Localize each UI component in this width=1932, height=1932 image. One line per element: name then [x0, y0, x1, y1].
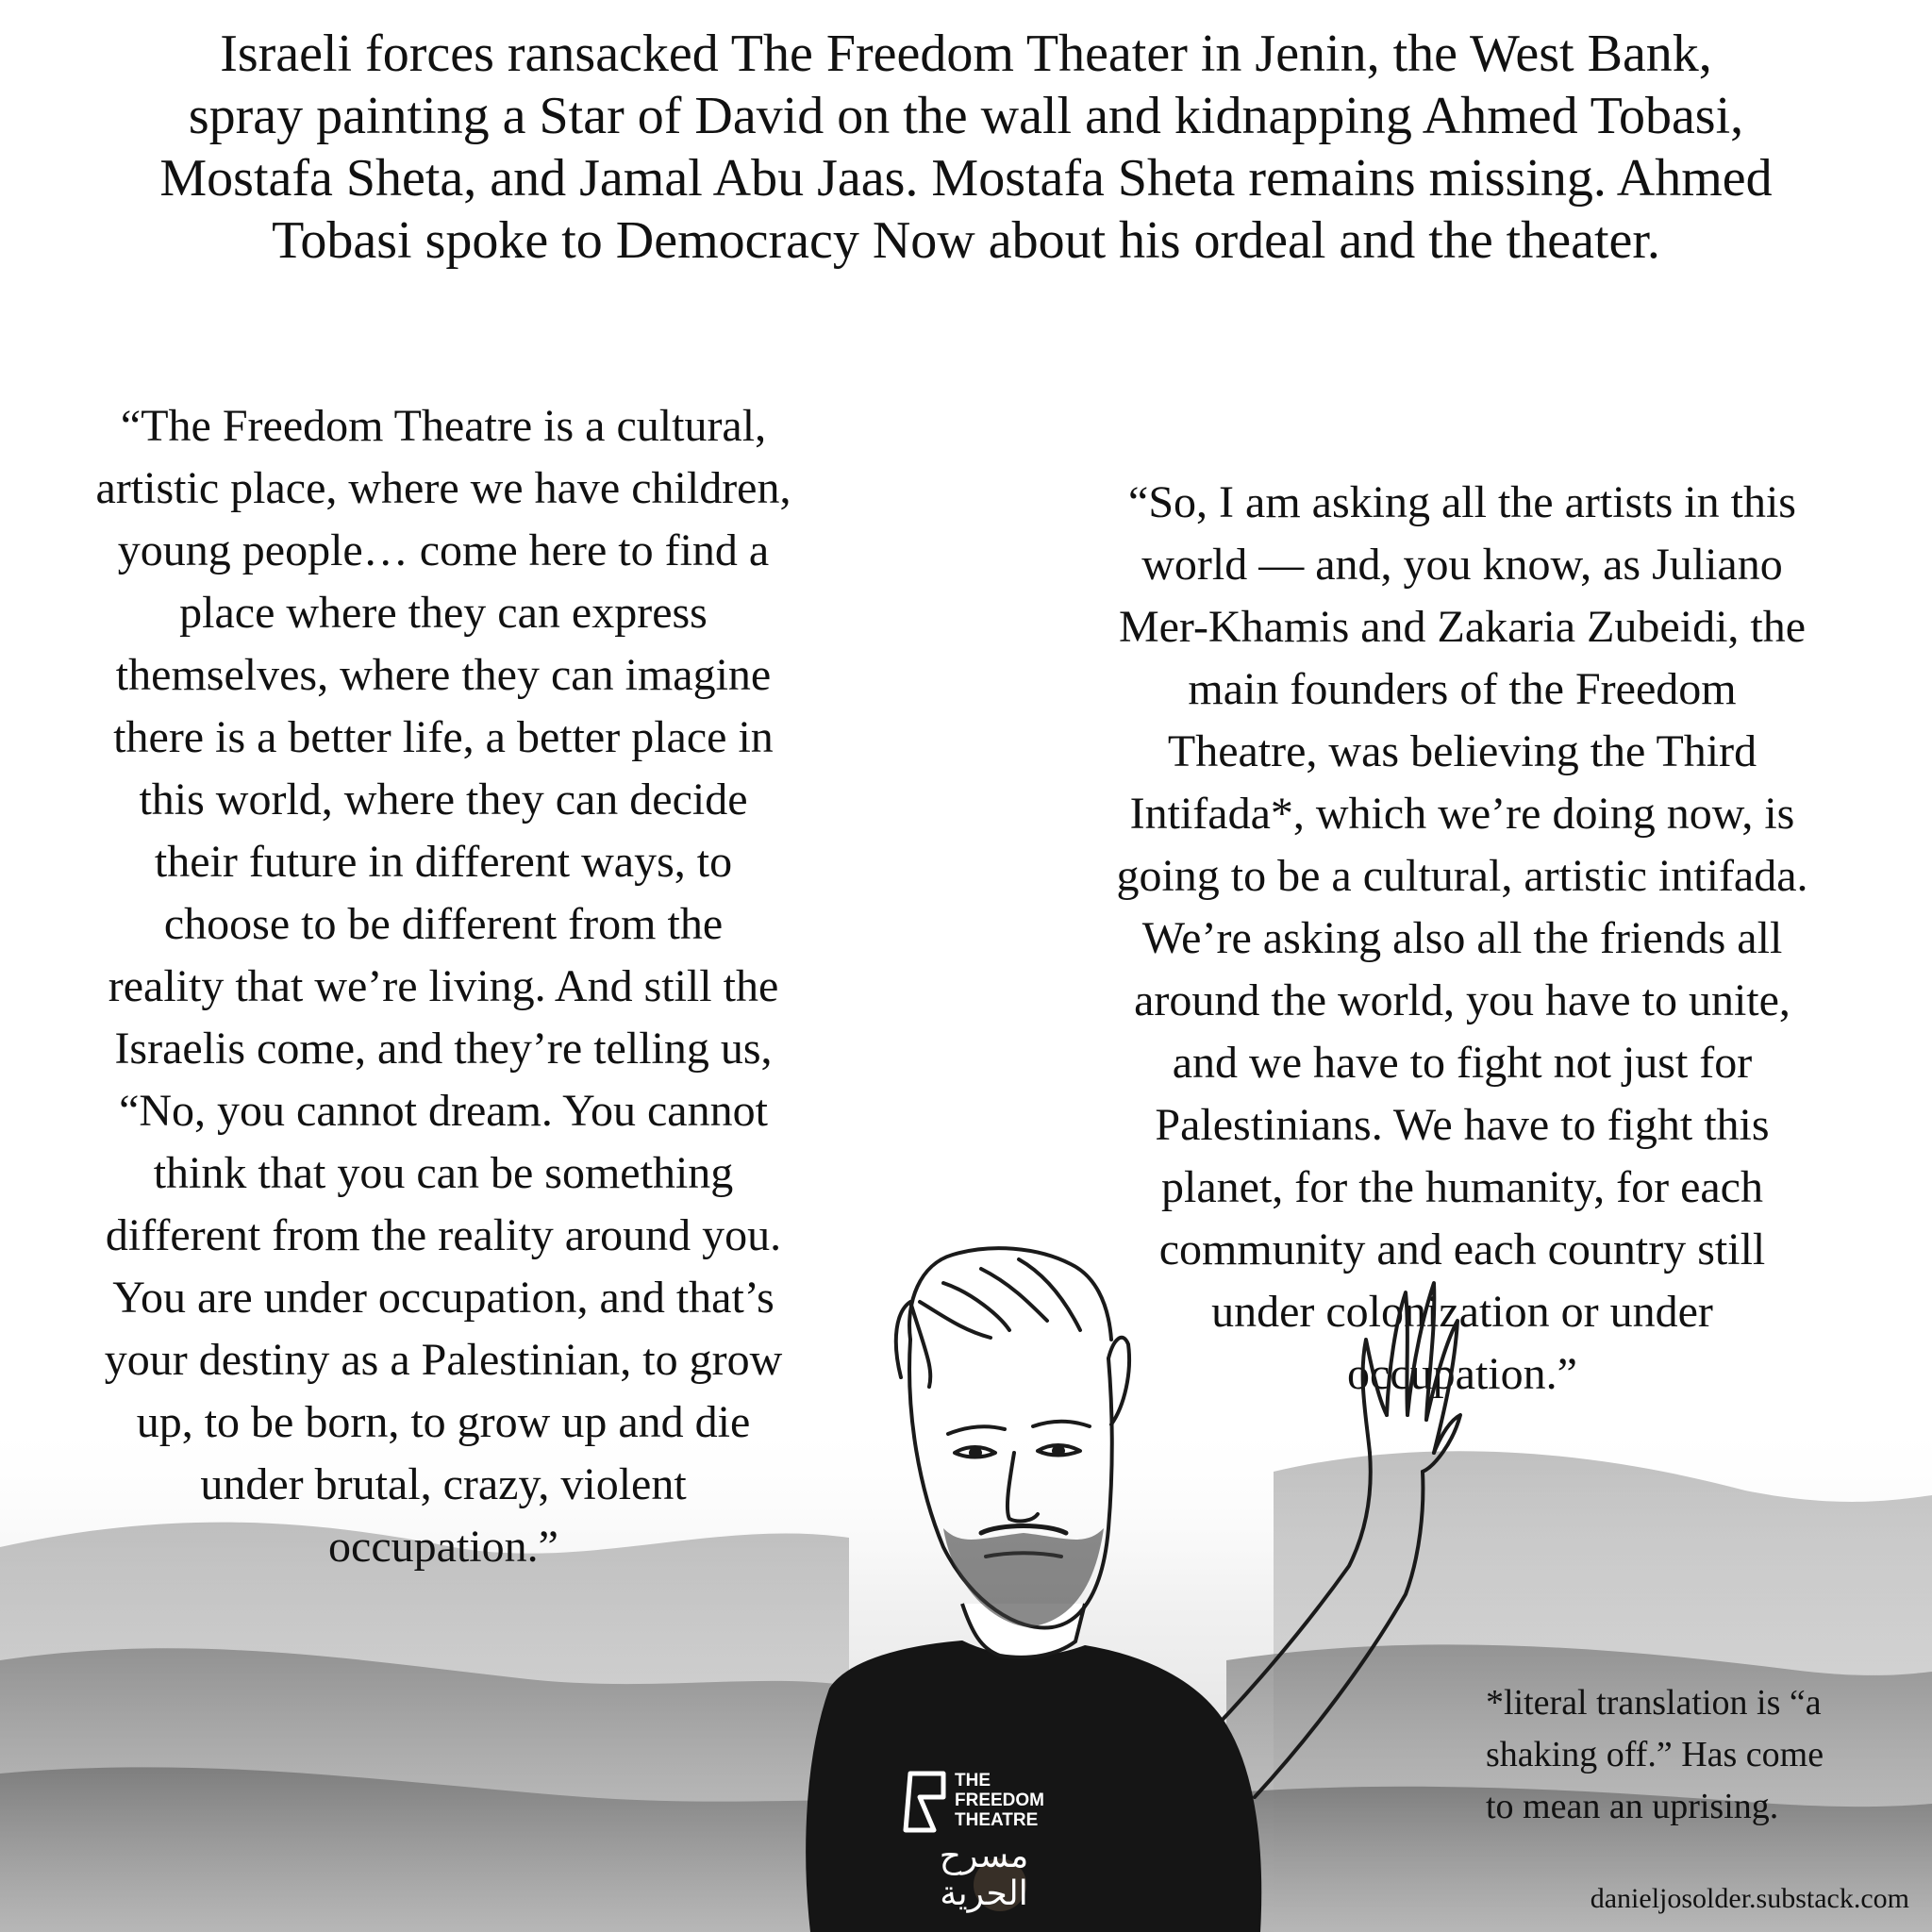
quote-right-line: Palestinians. We have to fight this: [1155, 1100, 1770, 1150]
quote-left-line: occupation.”: [328, 1522, 558, 1572]
quote-left-line: this world, where they can decide: [139, 774, 748, 824]
headline-line: Mostafa Sheta, and Jamal Abu Jaas. Mostafa Sheta remains missing. Ahmed: [159, 149, 1773, 208]
quote-right-line: Intifada*, which we’re doing now, is: [1129, 789, 1795, 839]
headline-line: Israeli forces ransacked The Freedom Theater in Jenin, the West Bank,: [220, 25, 1712, 83]
footnote-line: to mean an uprising.: [1486, 1787, 1779, 1826]
shirt-logo-line: FREEDOM: [955, 1790, 1044, 1810]
quote-right-line: community and each country still: [1158, 1224, 1766, 1274]
quote-right-line: planet, for the humanity, for each: [1161, 1162, 1763, 1212]
footnote-line: *literal translation is “a: [1486, 1683, 1822, 1723]
quote-left-line: “No, you cannot dream. You cannot: [119, 1086, 768, 1136]
quote-left-line: themselves, where they can imagine: [115, 650, 772, 700]
footnote-line: shaking off.” Has come: [1486, 1735, 1824, 1774]
quote-left-line: You are under occupation, and that’s: [112, 1273, 774, 1323]
quote-right-line: occupation.”: [1347, 1349, 1577, 1399]
quote-left-line: think that you can be something: [153, 1148, 734, 1198]
quote-left-line: Israelis come, and they’re telling us,: [114, 1024, 773, 1074]
quote-right-line: main founders of the Freedom: [1188, 664, 1737, 714]
quote-left-line: reality that we’re living. And still the: [108, 961, 779, 1011]
headline-line: Tobasi spoke to Democracy Now about his ordeal and the theater.: [272, 211, 1660, 270]
quote-left-line: your destiny as a Palestinian, to grow: [104, 1335, 783, 1385]
quote-right-line: and we have to fight not just for: [1172, 1038, 1753, 1088]
quote-right-line: Theatre, was believing the Third: [1167, 726, 1757, 776]
credit-url: danieljosolder.substack.com: [1590, 1883, 1909, 1914]
quote-left-line: there is a better life, a better place in: [113, 712, 774, 762]
quote-right-line: We’re asking also all the friends all: [1141, 913, 1783, 963]
quote-left-line: artistic place, where we have children,: [95, 463, 791, 513]
quote-left-line: choose to be different from the: [163, 899, 724, 949]
shirt-logo-text: [955, 1771, 1106, 1830]
quote-right-line: under colonization or under: [1211, 1287, 1713, 1337]
quote-right-line: around the world, you have to unite,: [1134, 975, 1790, 1025]
shirt-logo-line: THEATRE: [955, 1810, 1039, 1830]
quote-left-line: “The Freedom Theatre is a cultural,: [120, 401, 767, 451]
quote-left-line: under brutal, crazy, violent: [200, 1459, 687, 1509]
quote-left-line: place where they can express: [179, 588, 708, 638]
shirt-arabic-text: مسرح الحرية: [939, 1837, 1029, 1913]
quote-left-line: their future in different ways, to: [154, 837, 733, 887]
shirt-logo-line: THE: [955, 1771, 991, 1790]
quote-left-line: up, to be born, to grow up and die: [136, 1397, 751, 1447]
quote-right-line: world — and, you know, as Juliano: [1141, 540, 1783, 590]
quote-left-line: young people… come here to find a: [117, 525, 770, 575]
quote-right-line: going to be a cultural, artistic intifada.: [1116, 851, 1808, 901]
quote-right-line: Mer-Khamis and Zakaria Zubeidi, the: [1118, 602, 1807, 652]
quote-right-line: “So, I am asking all the artists in this: [1128, 477, 1796, 527]
headline-line: spray painting a Star of David on the wall and kidnapping Ahmed Tobasi,: [188, 87, 1744, 145]
footnote: [1486, 1677, 1929, 1833]
quote-left-line: different from the reality around you.: [105, 1210, 782, 1260]
